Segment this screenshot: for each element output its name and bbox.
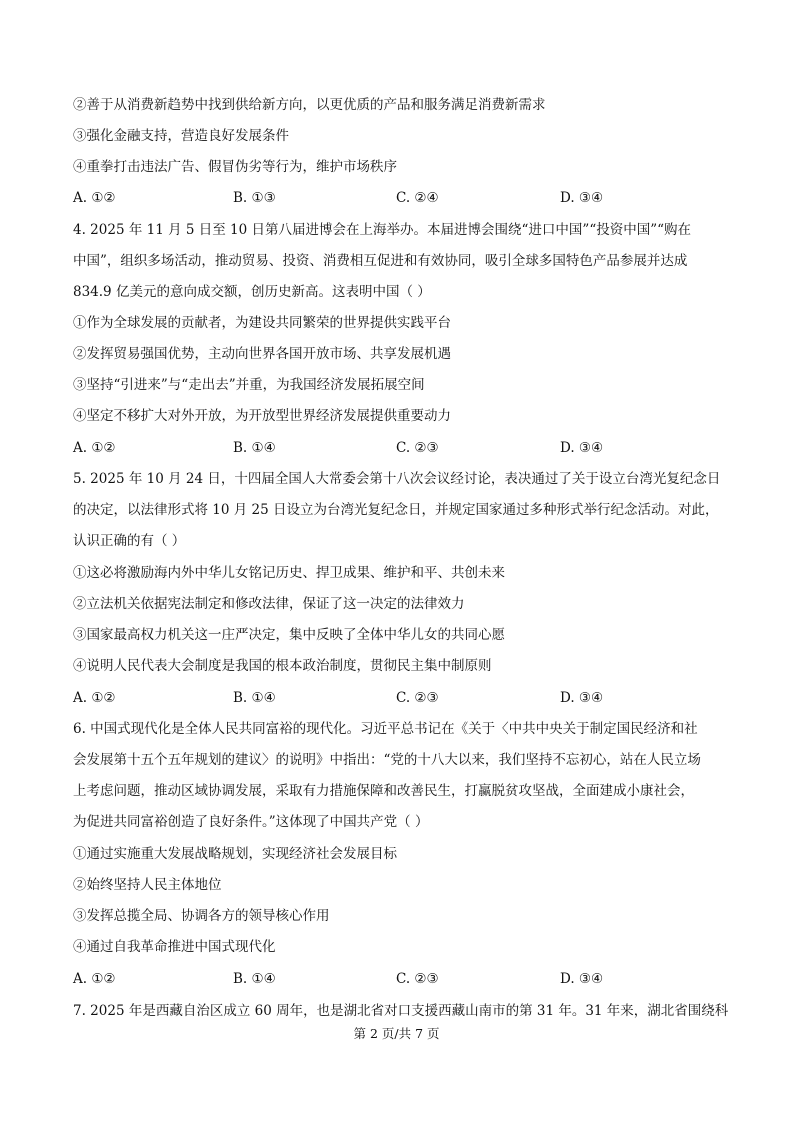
q6-option-d[interactable]: D. ③④: [560, 971, 604, 987]
q4-item-2: ②发挥贸易强国优势，主动向世界各国开放市场、共享发展机遇: [73, 346, 451, 362]
q6-item-2: ②始终坚持人民主体地位: [73, 877, 222, 893]
q6-item-1: ①通过实施重大发展战略规划，实现经济社会发展目标: [73, 846, 397, 862]
q5-option-a[interactable]: A. ①②: [73, 690, 116, 706]
q6-stem-line-2: 会发展第十五个五年规划的建议〉的说明》中指出：“党的十八大以来，我们坚持不忘初心，站在人民立场: [73, 752, 701, 768]
q3-option-c[interactable]: C. ②④: [396, 190, 439, 206]
q5-stem-line-3: 认识正确的有（ ）: [73, 533, 186, 549]
q4-item-1: ①作为全球发展的贡献者，为建设共同繁荣的世界提供实践平台: [73, 315, 451, 331]
q5-stem-line-2: 的决定，以法律形式将 10 月 25 日设立为台湾光复纪念日，并规定国家通过多种形式举行纪念活动。对此，: [73, 502, 719, 518]
q6-option-c[interactable]: C. ②③: [396, 971, 439, 987]
q3-item-2: ②善于从消费新趋势中找到供给新方向，以更优质的产品和服务满足消费新需求: [73, 97, 546, 113]
q6-options: [73, 970, 723, 988]
q4-item-3: ③坚持“引进来”与“走出去”并重，为我国经济发展拓展空间: [73, 377, 425, 393]
q5-item-1: ①这必将激励海内外中华儿女铭记历史、捍卫成果、维护和平、共创未来: [73, 565, 505, 581]
q4-stem-line-3: 834.9 亿美元的意向成交额，创历史新高。这表明中国（ ）: [73, 284, 431, 300]
q5-item-4: ④说明人民代表大会制度是我国的根本政治制度，贯彻民主集中制原则: [73, 658, 492, 674]
q4-option-d[interactable]: D. ③④: [560, 440, 604, 456]
q3-option-a[interactable]: A. ①②: [73, 190, 116, 206]
q4-option-c[interactable]: C. ②③: [396, 440, 439, 456]
q3-item-4: ④重拳打击违法广告、假冒伪劣等行为，维护市场秩序: [73, 159, 397, 175]
q7-stem-line-1: 7. 2025 年是西藏自治区成立 60 周年，也是湖北省对口支援西藏山南市的第 31 年。31 年来，湖北省围绕科: [73, 1003, 729, 1019]
q4-options: [73, 439, 723, 457]
q4-item-4: ④坚定不移扩大对外开放，为开放型世界经济发展提供重要动力: [73, 408, 451, 424]
q5-item-3: ③国家最高权力机关这一庄严决定，集中反映了全体中华儿女的共同心愿: [73, 627, 505, 643]
q6-stem-line-4: 为促进共同富裕创造了良好条件。”这体现了中国共产党（ ）: [73, 814, 429, 830]
page-number-footer: 第 2 页/共 7 页: [353, 1026, 440, 1041]
q5-stem-line-1: 5. 2025 年 10 月 24 日，十四届全国人大常委会第十八次会议经讨论，表决通过了关于设立台湾光复纪念日: [73, 471, 721, 487]
q6-option-b[interactable]: B. ①④: [233, 971, 276, 987]
q4-option-a[interactable]: A. ①②: [73, 440, 116, 456]
q5-option-c[interactable]: C. ②③: [396, 690, 439, 706]
q3-option-d[interactable]: D. ③④: [560, 190, 604, 206]
q3-item-3: ③强化金融支持，营造良好发展条件: [73, 128, 289, 144]
q5-option-b[interactable]: B. ①④: [233, 690, 276, 706]
q6-stem-line-1: 6. 中国式现代化是全体人民共同富裕的现代化。习近平总书记在《关于〈中共中央关于制定国民经济和社: [73, 721, 698, 737]
q6-option-a[interactable]: A. ①②: [73, 971, 116, 987]
q5-option-d[interactable]: D. ③④: [560, 690, 604, 706]
q3-option-b[interactable]: B. ①③: [233, 190, 276, 206]
q6-item-3: ③发挥总揽全局、协调各方的领导核心作用: [73, 908, 330, 924]
q4-option-b[interactable]: B. ①④: [233, 440, 276, 456]
q6-item-4: ④通过自我革命推进中国式现代化: [73, 939, 276, 955]
q3-options: [73, 189, 723, 207]
q5-item-2: ②立法机关依据宪法制定和修改法律，保证了这一决定的法律效力: [73, 596, 465, 612]
q5-options: [73, 689, 723, 707]
q4-stem-line-1: 4. 2025 年 11 月 5 日至 10 日第八届进博会在上海举办。本届进博会围绕“进口中国”“投资中国”“购在: [73, 222, 692, 238]
q4-stem-line-2: 中国”，组织多场活动，推动贸易、投资、消费相互促进和有效协同，吸引全球多国特色产品参展并达成: [73, 253, 688, 269]
q6-stem-line-3: 上考虑问题，推动区域协调发展，采取有力措施保障和改善民生，打赢脱贫攻坚战，全面建成小康社会，: [73, 783, 694, 799]
